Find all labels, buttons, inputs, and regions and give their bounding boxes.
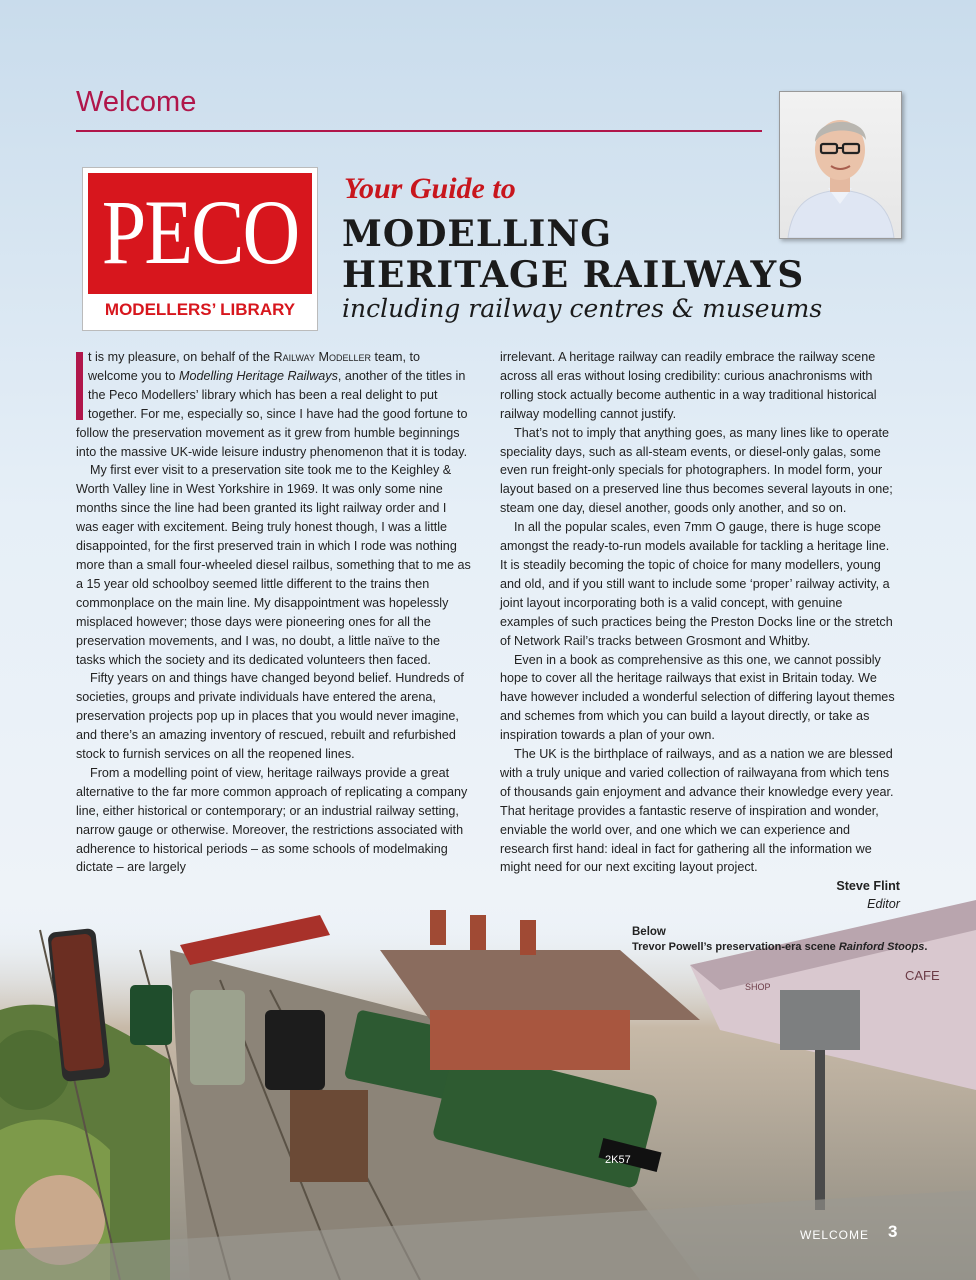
cafe-sign: CAFE (905, 968, 940, 983)
article-column-right (500, 348, 895, 877)
paragraph: From a modelling point of view, heritage railways provide a great alternative to the far more common approach of replicating a company line, either historical or contemporary; or an industrial railway setting, narrow gauge or otherwise. Moreover, the restrictions associated with adherence to historical periods – as some schools of modelmaking dictate – are largely (76, 765, 468, 875)
brand-name: Railway Modeller (273, 350, 371, 364)
train-numberplate: 2K57 (605, 1154, 631, 1166)
footer-section-label: WELCOME (800, 1228, 870, 1242)
section-divider (76, 130, 762, 132)
title-line-1: MODELLING (342, 213, 612, 255)
paragraph: In all the popular scales, even 7mm O gauge, there is huge scope amongst the ready-to-run models available for tackling a heritage line. It is steadily becoming the topic of choice for many modellers, young and old, and if you still want to include some ‘proper’ railway activity, a joint layout incorporating both is a valid concept, with genuine examples of such practices being the Preston Docks line or the stretch of Network Rail’s tracks between Grosmont and Whitby. (500, 520, 893, 648)
layout-name: Rainford Stoops (838, 941, 925, 953)
photo-caption: Below Trevor Powell’s preservation-era scene Rainford Stoops. (632, 926, 928, 953)
title-subtitle: including railway centres & museums (342, 294, 823, 323)
editor-portrait (779, 91, 902, 239)
paragraph: Fifty years on and things have changed beyond belief. Hundreds of societies, groups and private individuals have entered the arena, preservation projects pop up in places that you would never imagine, and there’s an amazing inventory of rescued, rebuilt and refurbished stock to furnish services on all the reopened lines. (76, 671, 464, 762)
shop-sign: SHOP (745, 982, 771, 992)
paragraph: t is my pleasure, on behalf of the Railway Modeller team, to welcome you to Modelling Heritage Railways, another of the titles in the Peco Modellers’ library which has been a real delight to put together. For me, especially so, since I have had the good fortune to follow the preservation movement as it grew from humble beginnings into the massive UK-wide leisure industry phenomenon that it is today. (76, 350, 468, 459)
dropcap (76, 352, 83, 420)
caption-heading: Below (632, 926, 666, 938)
paragraph: My first ever visit to a preservation site took me to the Keighley & Worth Valley line in West Yorkshire in 1969. It was only some nine months since the line had been granted its light railway order and I was eager with excitement. Being truly honest though, I was a little disappointed, for the first preserved train in which I rode was nothing more than a small four-wheeled diesel railbus, something that to me as a 15 year old schoolboy seemed little different to the trains then commonplace on the main line. My disappointment was hopelessly misplaced however; those days were pioneering ones for all the preservation movements, and I was, no doubt, a little naïve to the tasks which the society and its dedicated volunteers then faced. (76, 463, 471, 667)
book-title: Modelling Heritage Railways (179, 368, 338, 383)
paragraph: irrelevant. A heritage railway can readily embrace the railway scene across all eras without losing credibility: curious anachronisms with rolling stock actually become authentic in a way traditional historical railway modelling cannot justify. (500, 350, 877, 421)
author-name: Steve Flint (836, 879, 900, 893)
paragraph: Even in a book as comprehensive as this one, we cannot possibly hope to cover all the heritage railways that exist in Britain today. We have however included a wonderful selection of differing layout themes and schemes from which you can build a layout directly, or take as inspiration towards a plan of your own. (500, 652, 895, 743)
article-column-left (76, 348, 471, 877)
title-kicker: Your Guide to (344, 172, 516, 205)
logo-subtitle: MODELLERS’ LIBRARY (104, 300, 296, 319)
peco-logo (82, 167, 318, 331)
logo-wordmark: PECO (101, 182, 299, 284)
author-role: Editor (867, 897, 900, 911)
page-number: 3 (888, 1222, 898, 1241)
paragraph: That’s not to imply that anything goes, as many lines like to operate speciality days, such as all-steam events, or diesel-only galas, some even run freight-only specials for photographers. In model form, your layout based on a preserved line thus becomes several layouts in one; steam one day, diesel another, goods only another, and so on. (500, 425, 893, 516)
title-line-2: HERITAGE RAILWAYS (342, 254, 805, 296)
paragraph: The UK is the birthplace of railways, and as a nation we are blessed with a truly unique and varied collection of railwayana from which tens of thousands gain enjoyment and advance their knowledge every year. That heritage provides a fantastic reserve of inspiration and wonder, enviable the world over, and one which we can experience and research first hand: ideal in fact for gathering all the information we might need for our next exciting layout project. (500, 747, 894, 875)
section-title: Welcome (76, 86, 197, 118)
